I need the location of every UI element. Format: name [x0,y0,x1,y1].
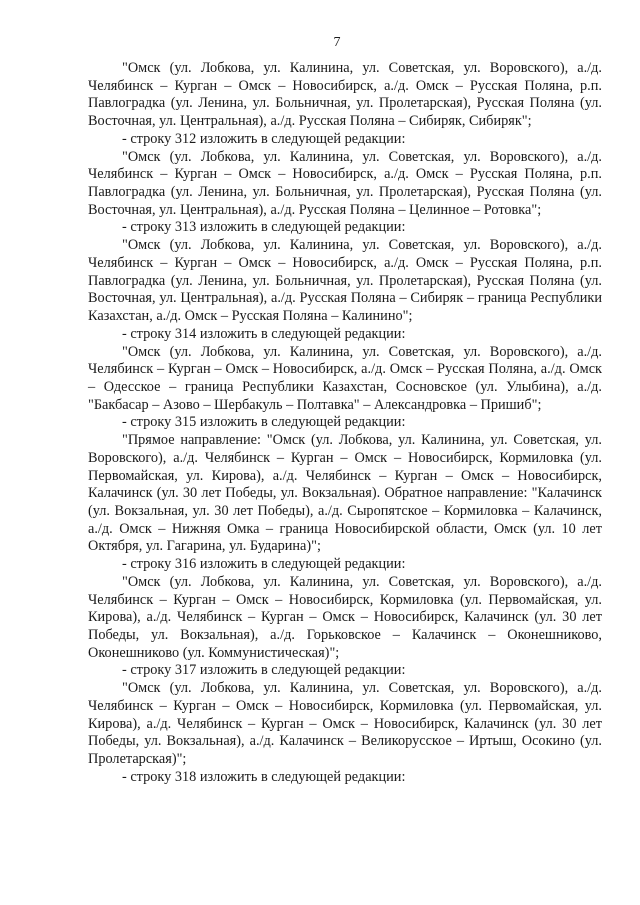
route-text-paragraph: "Прямое направление: "Омск (ул. Лобкова, ул. Калинина, ул. Советская, ул. Воровского), а./д. Челябинск – Курган – Омск – Новосибирск, Кормиловка (ул. Первомайская, ул. Кирова), а./д. Челябинск – Курган – Омск – Новосибирск, Калачинск (ул. 30 лет Победы, ул. Вокзальная). Обратное направление: "Калачинск (ул. Вокзальная, ул. 30 лет Победы), а./д. Сыропятское – Кормиловка – Калачинск, а./д. Омск – Нижняя Омка – граница Новосибирской области, Омск (ул. 10 лет Октября, ул. Гагарина, ул. Бударина)"; [88,432,602,555]
page-number: 7 [333,35,341,50]
amendment-instruction: - строку 315 изложить в следующей редакции: [122,414,406,431]
route-text-paragraph: "Омск (ул. Лобкова, ул. Калинина, ул. Советская, ул. Воровского), а./д. Челябинск – Курган – Омск – Новосибирск, а./д. Омск – Русская Поляна, а./д. Омск – Одесское – граница Республики Казахстан, Сосновское (ул. Улыбина), а./д. "Бакбасар – Азово – Шербакуль – Полтавка" – Александровка – Пришиб"; [88,343,602,413]
amendment-instruction: - строку 316 изложить в следующей редакции: [122,556,406,573]
amendment-instruction: - строку 314 изложить в следующей редакции: [122,325,406,342]
document-body [88,60,602,786]
route-text-paragraph: "Омск (ул. Лобкова, ул. Калинина, ул. Советская, ул. Воровского), а./д. Челябинск – Курган – Омск – Новосибирск, а./д. Омск – Русская Поляна, р.п. Павлоградка (ул. Ленина, ул. Больничная, ул. Пролетарская), Русская Поляна (ул. Восточная, ул. Центральная), а./д. Русская Поляна – Сибиряк, Сибиряк"; [88,60,602,130]
route-text-paragraph: "Омск (ул. Лобкова, ул. Калинина, ул. Советская, ул. Воровского), а./д. Челябинск – Курган – Омск – Новосибирск, а./д. Омск – Русская Поляна, р.п. Павлоградка (ул. Ленина, ул. Больничная, ул. Пролетарская), Русская Поляна (ул. Восточная, ул. Центральная), а./д. Русская Поляна – Целинное – Ротовка"; [88,148,602,218]
amendment-instruction: - строку 318 изложить в следующей редакции: [122,768,406,785]
amendment-instruction: - строку 317 изложить в следующей редакции: [122,662,406,679]
route-text-paragraph: "Омск (ул. Лобкова, ул. Калинина, ул. Советская, ул. Воровского), а./д. Челябинск – Курган – Омск – Новосибирск, Кормиловка (ул. Первомайская, ул. Кирова), а./д. Челябинск – Курган – Омск – Новосибирск, Калачинск (ул. 30 лет Победы, ул. Вокзальная), а./д. Горьковское – Калачинск – Оконешниково, Оконешниково (ул. Коммунистическая)"; [88,573,602,661]
amendment-instruction: - строку 313 изложить в следующей редакции: [122,219,406,236]
amendment-instruction: - строку 312 изложить в следующей редакции: [122,130,406,147]
route-text-paragraph: "Омск (ул. Лобкова, ул. Калинина, ул. Советская, ул. Воровского), а./д. Челябинск – Курган – Омск – Новосибирск, Кормиловка (ул. Первомайская, ул. Кирова), а./д. Челябинск – Курган – Омск – Новосибирск, Калачинск (ул. 30 лет Победы, ул. Вокзальная), а./д. Калачинск – Великорусское – Иртыш, Осокино (ул. Пролетарская)"; [88,680,602,768]
route-text-paragraph: "Омск (ул. Лобкова, ул. Калинина, ул. Советская, ул. Воровского), а./д. Челябинск – Курган – Омск – Новосибирск, а./д. Омск – Русская Поляна, р.п. Павлоградка (ул. Ленина, ул. Больничная, ул. Пролетарская), Русская Поляна (ул. Восточная, ул. Центральная), а./д. Русская Поляна – Сибиряк – граница Республики Казахстан, а./д. Омск – Русская Поляна – Калинино"; [88,237,602,325]
